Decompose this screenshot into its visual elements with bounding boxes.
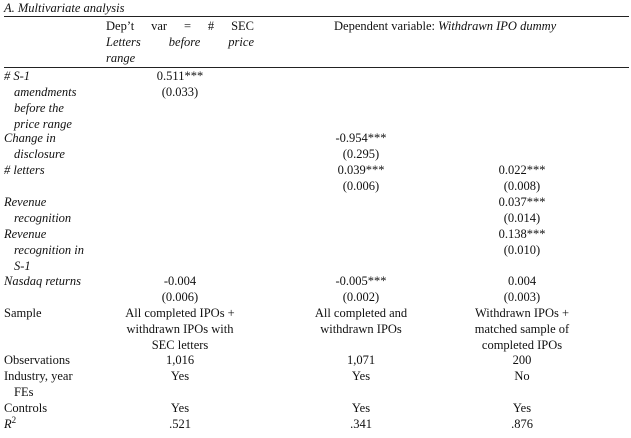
cell-r2-c3: .876 xyxy=(511,417,533,431)
row-label-s1-amendments xyxy=(4,68,77,132)
cell-observations-c2: 1,071 xyxy=(346,353,376,367)
cell-nasdaq-c2 xyxy=(296,273,426,305)
col23-header-prefix: Dependent variable: xyxy=(334,19,439,33)
cell-observations-c1: 1,016 xyxy=(165,353,195,367)
cell-fes-c3: No xyxy=(514,369,530,383)
row-label-revenue-recognition-s1 xyxy=(4,226,84,274)
sample-line: Withdrawn IPOs + xyxy=(474,306,570,320)
cell-observations-c3: 200 xyxy=(512,353,532,367)
coef: 0.022*** xyxy=(498,163,546,177)
cell-nasdaq-c1 xyxy=(106,273,254,305)
std-error: (0.006) xyxy=(161,290,199,304)
cell-revrec-c3 xyxy=(458,194,586,226)
cell-controls-c3: Yes xyxy=(512,401,532,415)
row-label-controls: Controls xyxy=(4,401,48,415)
coef: 0.004 xyxy=(507,274,537,288)
row-label-revenue-recognition xyxy=(4,194,71,226)
std-error: (0.295) xyxy=(342,147,380,161)
sample-line: completed IPOs xyxy=(481,338,563,352)
coef: 0.039*** xyxy=(337,163,385,177)
std-error: (0.002) xyxy=(342,290,380,304)
cell-change-c2 xyxy=(296,130,426,162)
row-label-nasdaq-returns: Nasdaq returns xyxy=(4,274,81,288)
cell-s1-c1 xyxy=(106,68,254,100)
row-label-observations: Observations xyxy=(4,353,70,367)
row-label-line: Change in xyxy=(4,131,56,145)
row-label-line: Industry, year xyxy=(4,369,73,383)
row-label-letters: # letters xyxy=(4,163,45,177)
col1-header-line: range xyxy=(106,51,136,65)
cell-r2-c1: .521 xyxy=(169,417,191,431)
row-label-fes xyxy=(4,368,73,400)
row-label-line: FEs xyxy=(14,385,34,399)
col1-header xyxy=(106,18,254,66)
coef: -0.005*** xyxy=(335,274,387,288)
row-label-line: recognition in xyxy=(14,243,85,257)
cell-fes-c2: Yes xyxy=(351,369,371,383)
cell-sample-c3 xyxy=(458,305,586,353)
top-rule xyxy=(4,16,629,17)
cell-nasdaq-c3 xyxy=(458,273,586,305)
row-label-change-disclosure xyxy=(4,130,65,162)
row-label-r2 xyxy=(4,416,16,432)
coef: -0.954*** xyxy=(335,131,387,145)
col23-header-var: Withdrawn IPO dummy xyxy=(438,19,557,33)
std-error: (0.010) xyxy=(503,243,541,257)
cell-revrec-s1-c3 xyxy=(458,226,586,258)
coef: -0.004 xyxy=(163,274,197,288)
panel-title: A. Multivariate analysis xyxy=(4,1,125,15)
row-label-line: disclosure xyxy=(14,147,65,161)
sample-line: SEC letters xyxy=(151,338,209,352)
cell-controls-c1: Yes xyxy=(170,401,190,415)
cell-controls-c2: Yes xyxy=(351,401,371,415)
row-label-line: recognition xyxy=(14,211,72,225)
row-label-line: price range xyxy=(14,117,72,131)
col1-header-line: Dep’t var = # SEC xyxy=(106,19,254,33)
cell-letters-c2 xyxy=(296,162,426,194)
std-error: (0.014) xyxy=(503,211,541,225)
std-error: (0.033) xyxy=(161,85,199,99)
row-label-line: Revenue xyxy=(4,195,47,209)
row-label-line: S-1 xyxy=(14,259,31,273)
std-error: (0.008) xyxy=(503,179,541,193)
sample-line: matched sample of xyxy=(474,322,570,336)
cell-sample-c1 xyxy=(106,305,254,353)
r2-base: R xyxy=(4,417,12,431)
row-label-line: # S-1 xyxy=(4,69,31,83)
cell-sample-c2 xyxy=(296,305,426,337)
header-rule xyxy=(4,67,629,68)
cell-r2-c2: .341 xyxy=(350,417,372,431)
sample-line: withdrawn IPOs xyxy=(320,322,402,336)
std-error: (0.003) xyxy=(503,290,541,304)
row-label-line: before the xyxy=(14,101,64,115)
coef: 0.138*** xyxy=(498,227,546,241)
std-error: (0.006) xyxy=(342,179,380,193)
coef: 0.511*** xyxy=(156,69,204,83)
r2-superscript: 2 xyxy=(11,414,17,425)
col1-header-line: Letters before price xyxy=(106,35,254,49)
coef: 0.037*** xyxy=(498,195,546,209)
sample-line: All completed IPOs + xyxy=(125,306,235,320)
col23-header xyxy=(334,18,556,34)
row-label-line: Revenue xyxy=(4,227,47,241)
row-label-line: amendments xyxy=(14,85,77,99)
sample-line: All completed and xyxy=(314,306,408,320)
sample-line: withdrawn IPOs with xyxy=(126,322,234,336)
cell-letters-c3 xyxy=(458,162,586,194)
cell-fes-c1: Yes xyxy=(170,369,190,383)
row-label-sample: Sample xyxy=(4,306,42,320)
